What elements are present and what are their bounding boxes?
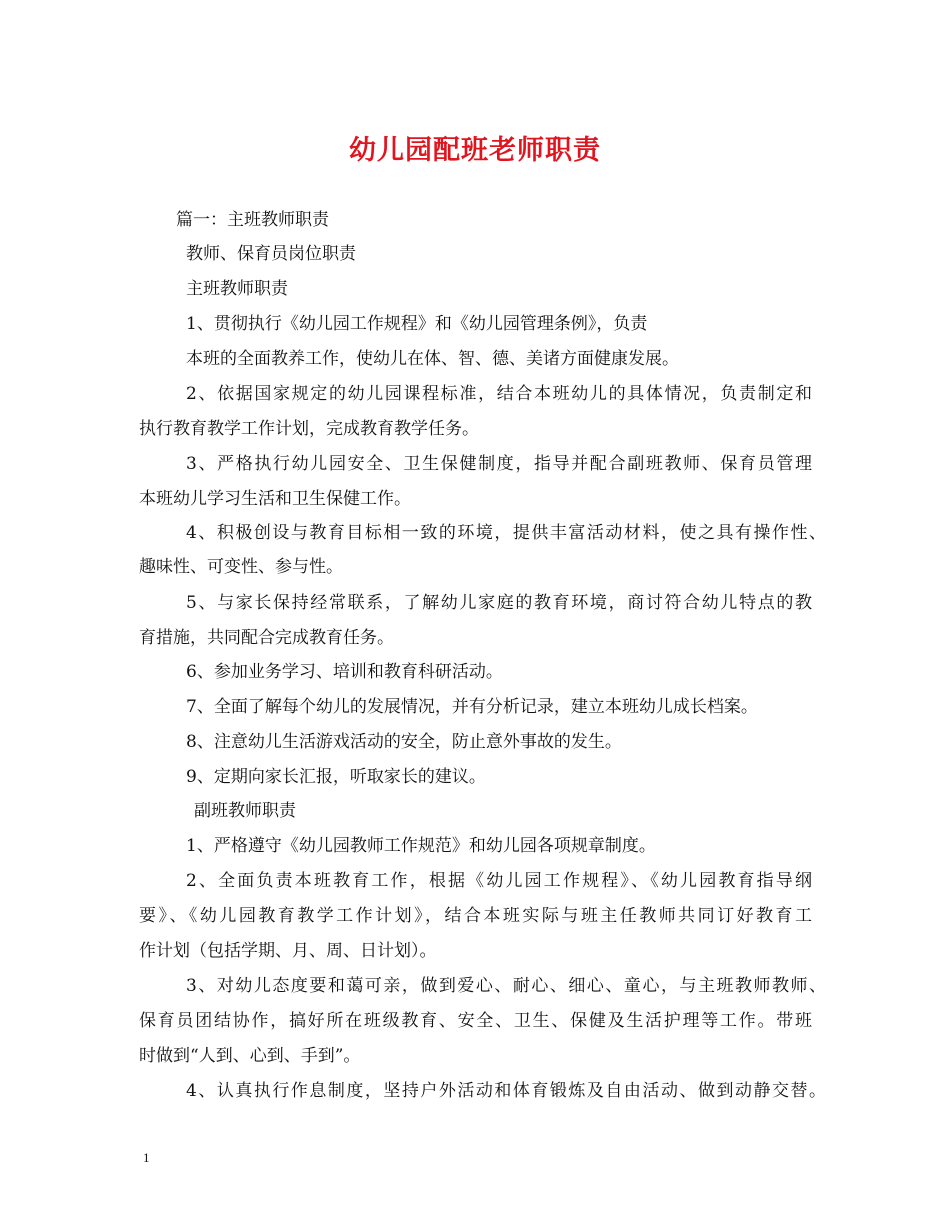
paragraph-line: 2、依据国家规定的幼儿园课程标准，结合本班幼儿的具体情况，负责制定和 <box>186 384 812 404</box>
paragraph-line: 6、参加业务学习、培训和教育科研活动。 <box>186 662 503 682</box>
paragraph-line: 7、全面了解每个幼儿的发展情况，并有分析记录，建立本班幼儿成长档案。 <box>186 697 758 717</box>
paragraph-line: 9、定期向家长汇报，听取家长的建议。 <box>186 767 486 787</box>
paragraph-line: 1、严格遵守《幼儿园教师工作规范》和幼儿园各项规章制度。 <box>186 836 656 856</box>
paragraph-line: 8、注意幼儿生活游戏活动的安全，防止意外事故的发生。 <box>186 732 622 752</box>
subheading: 主班教师职责 <box>186 279 288 299</box>
paragraph-line: 执行教育教学工作计划，完成教育教学任务。 <box>139 419 479 439</box>
paragraph-line: 1、贯彻执行《幼儿园工作规程》和《幼儿园管理条例》，负责 <box>186 314 648 334</box>
document-title: 幼儿园配班老师职责 <box>349 135 601 166</box>
paragraph-line: 3、对幼儿态度要和蔼可亲，做到爱心、耐心、细心、童心，与主班教师教师、 <box>186 976 826 996</box>
page-number: 1 <box>143 1150 150 1165</box>
paragraph-line: 育措施，共同配合完成教育任务。 <box>139 628 394 648</box>
paragraph-line: 本班幼儿学习生活和卫生保健工作。 <box>139 489 411 509</box>
paragraph-line: 要》、《幼儿园教育教学工作计划》，结合本班实际与班主任教师共同订好教育工 <box>139 906 812 926</box>
paragraph-line: 本班的全面教养工作，使幼儿在体、智、德、美诸方面健康发展。 <box>186 349 679 369</box>
paragraph-line: 趣味性、可变性、参与性。 <box>139 557 343 577</box>
paragraph-line: 2、全面负责本班教育工作，根据《幼儿园工作规程》、《幼儿园教育指导纲 <box>186 871 812 891</box>
section-heading: 篇一：主班教师职责 <box>176 210 329 230</box>
paragraph-line: 3、严格执行幼儿园安全、卫生保健制度，指导并配合副班教师、保育员管理 <box>186 454 812 474</box>
paragraph-line: 4、认真执行作息制度，坚持户外活动和体育锻炼及自由活动、做到动静交替。 <box>186 1081 826 1101</box>
paragraph-line: 4、积极创设与教育目标相一致的环境，提供丰富活动材料，使之具有操作性、 <box>186 523 826 543</box>
paragraph-line: 5、与家长保持经常联系，了解幼儿家庭的教育环境，商讨符合幼儿特点的教 <box>186 593 812 613</box>
paragraph-line: 保育员团结协作，搞好所在班级教育、安全、卫生、保健及生活护理等工作。带班 <box>139 1011 812 1031</box>
subheading: 教师、保育员岗位职责 <box>186 244 356 264</box>
paragraph-line: 作计划（包括学期、月、周、日计划）。 <box>139 941 437 961</box>
subheading: 副班教师职责 <box>194 801 296 821</box>
paragraph-line: 时做到“人到、心到、手到”。 <box>139 1046 361 1066</box>
